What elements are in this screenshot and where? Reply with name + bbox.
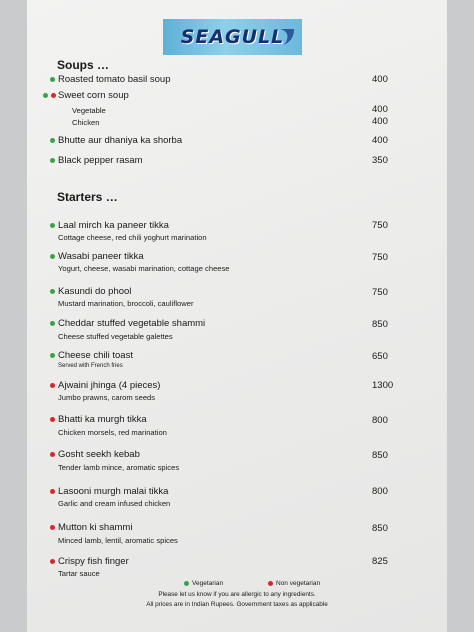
- nonveg-indicator-icon: [50, 383, 55, 388]
- starter-item-name: Laal mirch ka paneer tikka: [58, 220, 169, 231]
- soup-item-price: 400: [372, 74, 388, 85]
- soup-item-price: 350: [372, 155, 388, 166]
- starter-item-price: 825: [372, 556, 388, 567]
- starter-item-name: Cheese chili toast: [58, 350, 133, 361]
- veg-indicator-icon: [50, 289, 55, 294]
- veg-indicator-icon: [50, 254, 55, 259]
- veg-indicator-icon: [50, 353, 55, 358]
- veg-legend-label: Vegetarian: [192, 580, 224, 587]
- starter-item-name: Cheddar stuffed vegetable shammi: [58, 318, 206, 329]
- logo-text: SEAGULL: [180, 26, 285, 48]
- starter-item-price: 800: [372, 415, 388, 426]
- soup-item-name: Black pepper rasam: [58, 155, 143, 166]
- starter-item-desc: Tender lamb mince, aromatic spices: [58, 463, 180, 472]
- veg-indicator-icon: [50, 321, 55, 326]
- soup-item-price: 400: [372, 135, 388, 146]
- starter-item-name: Bhatti ka murgh tikka: [58, 414, 147, 425]
- nonveg-indicator-icon: [50, 489, 55, 494]
- starter-item-price: 850: [372, 523, 388, 534]
- starter-item-name: Lasooni murgh malai tikka: [58, 486, 169, 497]
- soup-variant-price: 400: [372, 116, 388, 127]
- starter-item-name: Crispy fish finger: [58, 556, 129, 567]
- starter-item-price: 750: [372, 220, 388, 231]
- starter-item-name: Wasabi paneer tikka: [58, 251, 144, 262]
- nonveg-legend-icon: [268, 581, 273, 586]
- starter-item-price: 650: [372, 351, 388, 362]
- wave-icon: [278, 27, 296, 47]
- starter-item-desc: Chicken morsels, red marination: [58, 428, 167, 437]
- veg-legend-icon: [184, 581, 189, 586]
- starter-item-name: Gosht seekh kebab: [58, 449, 140, 460]
- price-note: All prices are in Indian Rupees. Government taxes as applicable: [146, 601, 328, 608]
- nonveg-indicator-icon: [50, 417, 55, 422]
- starter-item-desc: Jumbo prawns, carom seeds: [58, 393, 156, 402]
- veg-indicator-icon: [50, 223, 55, 228]
- starter-item-price: 850: [372, 319, 388, 330]
- soup-variant-label: Vegetable: [72, 106, 106, 115]
- soup-item-name: Sweet corn soup: [58, 90, 129, 101]
- starter-item-price: 800: [372, 486, 388, 497]
- starter-item-desc: Mustard marination, broccoli, cauliflower: [58, 299, 194, 308]
- nonveg-indicator-icon: [51, 93, 56, 98]
- starter-item-desc: Yogurt, cheese, wasabi marination, cottage cheese: [58, 264, 230, 273]
- soups-heading: Soups …: [57, 58, 110, 72]
- veg-indicator-icon: [50, 158, 55, 163]
- starter-item-price: 1300: [372, 380, 394, 391]
- starter-item-price: 750: [372, 252, 388, 263]
- starter-item-desc: Cheese stuffed vegetable galettes: [58, 332, 173, 341]
- veg-indicator-icon: [50, 77, 55, 82]
- seagull-logo: [163, 19, 302, 55]
- starter-item-desc: Tartar sauce: [58, 569, 100, 578]
- starter-item-name: Kasundi do phool: [58, 286, 132, 297]
- starter-item-price: 750: [372, 287, 388, 298]
- starter-item-desc: Minced lamb, lentil, aromatic spices: [58, 536, 178, 545]
- soup-item-name: Bhutte aur dhaniya ka shorba: [58, 135, 183, 146]
- veg-indicator-icon: [50, 138, 55, 143]
- starter-item-desc: Served with French fries: [58, 363, 123, 369]
- starters-heading: Starters …: [57, 190, 118, 204]
- nonveg-indicator-icon: [50, 452, 55, 457]
- starter-item-name: Mutton ki shammi: [58, 522, 133, 533]
- nonveg-indicator-icon: [50, 525, 55, 530]
- soup-item-name: Roasted tomato basil soup: [58, 74, 171, 85]
- soup-variant-price: 400: [372, 104, 388, 115]
- starter-item-name: Ajwaini jhinga (4 pieces): [58, 380, 161, 391]
- starter-item-desc: Garlic and cream infused chicken: [58, 499, 171, 508]
- veg-indicator-icon: [43, 93, 48, 98]
- starter-item-desc: Cottage cheese, red chili yoghurt marination: [58, 233, 207, 242]
- starter-item-price: 850: [372, 450, 388, 461]
- allergy-note: Please let us know if you are allergic to any ingredients.: [158, 591, 316, 598]
- soup-variant-label: Chicken: [72, 118, 100, 127]
- nonveg-indicator-icon: [50, 559, 55, 564]
- nonveg-legend-label: Non vegetarian: [276, 580, 321, 587]
